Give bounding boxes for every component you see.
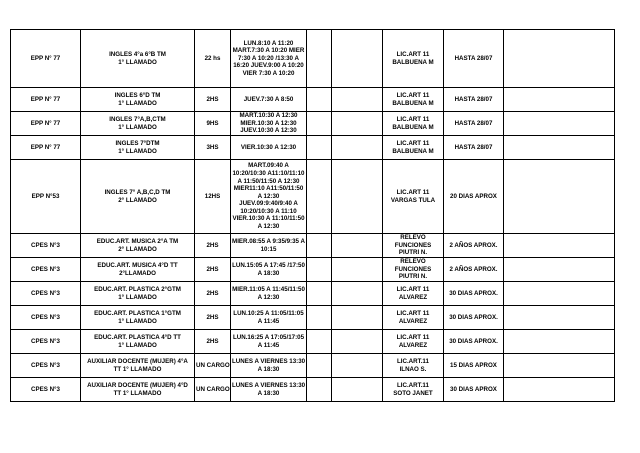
until-cell: HASTA 28/07 xyxy=(444,112,504,136)
subject-line: EDUC.ART. PLASTICA 4°D TT xyxy=(94,333,181,341)
subject-cell xyxy=(81,30,195,88)
until-cell: 30 DIAS APROX. xyxy=(444,306,504,330)
empty-cell xyxy=(504,88,615,112)
reason-cell xyxy=(383,30,444,88)
empty-cell xyxy=(504,306,615,330)
table-row xyxy=(11,136,615,160)
schedule-line: LUNES A VIERNES 13:30 xyxy=(232,381,306,389)
reason-line: ALVAREZ xyxy=(398,293,428,301)
reason-line: LIC.ART 11 xyxy=(396,50,430,58)
subject-line: TT 1° LLAMADO xyxy=(113,389,162,397)
subject-cell xyxy=(81,306,195,330)
empty-cell xyxy=(332,378,383,402)
reason-line: LIC.ART.11 xyxy=(397,381,429,389)
empty-cell xyxy=(332,258,383,282)
schedule-line: MIER.08:55 A 9:35/9:35 A xyxy=(232,237,305,245)
schedule-cell xyxy=(231,306,307,330)
reason-line: BALBUENA M xyxy=(392,99,434,107)
schedule-cell xyxy=(231,88,307,112)
subject-line: INGLES 7° A,B,C,D TM xyxy=(104,188,171,196)
subject-cell xyxy=(81,88,195,112)
empty-cell xyxy=(332,88,383,112)
until-cell: 2 AÑOS APROX. xyxy=(444,234,504,258)
reason-cell xyxy=(383,234,444,258)
schedule-line: VIER 7:30 A 10:20 xyxy=(242,69,295,77)
school-cell: EPP N° 77 xyxy=(11,136,81,160)
reason-line: LIC.ART 11 xyxy=(396,333,430,341)
until-cell: HASTA 28/07 xyxy=(444,30,504,88)
table-row xyxy=(11,354,615,378)
hours-cell: 2HS xyxy=(195,282,231,306)
subject-line: INGLES 6°D TM xyxy=(114,91,161,99)
table-row xyxy=(11,258,615,282)
subject-line: 2°LLAMADO xyxy=(119,269,156,277)
reason-line: BALBUENA M xyxy=(392,147,434,155)
reason-line: ALVAREZ xyxy=(398,317,428,325)
hours-cell: 2HS xyxy=(195,88,231,112)
subject-cell xyxy=(81,330,195,354)
subject-cell xyxy=(81,160,195,234)
reason-cell xyxy=(383,354,444,378)
empty-cell xyxy=(307,88,332,112)
schedule-line: JUEV.10:30 A 12:30 xyxy=(240,127,297,135)
reason-cell xyxy=(383,88,444,112)
reason-line: LIC.ART 11 xyxy=(396,309,430,317)
school-cell: CPES N°3 xyxy=(11,330,81,354)
reason-line: PIUTRI N. xyxy=(398,273,428,281)
table-row xyxy=(11,378,615,402)
reason-cell xyxy=(383,306,444,330)
empty-cell xyxy=(504,282,615,306)
schedule-line: 10:20/10:30 A 11:10 xyxy=(240,207,297,215)
until-cell: 2 AÑOS APROX. xyxy=(444,258,504,282)
reason-line: LIC.ART 11 xyxy=(396,139,430,147)
empty-cell xyxy=(307,234,332,258)
until-cell: 30 DIAS APROX. xyxy=(444,330,504,354)
school-cell: CPES N°3 xyxy=(11,282,81,306)
schedule-line: MART.09:40 A xyxy=(248,162,289,170)
school-cell: EPP N° 77 xyxy=(11,88,81,112)
school-cell: CPES N°3 xyxy=(11,258,81,282)
reason-line: BALBUENA M xyxy=(392,123,434,131)
table-body xyxy=(11,30,615,402)
reason-cell xyxy=(383,160,444,234)
hours-cell: 2HS xyxy=(195,330,231,354)
subject-line: AUXILIAR DOCENTE (MUJER) 4°A xyxy=(87,357,188,365)
hours-cell: 2HS xyxy=(195,234,231,258)
empty-cell xyxy=(307,378,332,402)
table-row xyxy=(11,234,615,258)
table-row xyxy=(11,282,615,306)
schedule-line: MIER11:10 A11:50/11:50 xyxy=(233,185,304,193)
schedule-cell xyxy=(231,378,307,402)
subject-line: EDUC.ART. MUSICA 2°A TM xyxy=(96,237,179,245)
school-cell: EPP N° 77 xyxy=(11,112,81,136)
schedule-line: 10:20/10:30 A11:10/11:10 xyxy=(232,169,305,177)
schedule-line: JUEV.09:9:40/9:40 A xyxy=(239,200,298,208)
empty-cell xyxy=(332,354,383,378)
empty-cell xyxy=(332,160,383,234)
subject-line: AUXILIAR DOCENTE (MUJER) 4°D xyxy=(87,381,188,389)
schedule-cell xyxy=(231,30,307,88)
schedule-line: 10:15 xyxy=(260,245,277,253)
schedule-cell xyxy=(231,282,307,306)
empty-cell xyxy=(332,282,383,306)
schedule-line: A 12:30 xyxy=(257,293,280,301)
empty-cell xyxy=(307,30,332,88)
reason-line: FUNCIONES xyxy=(394,241,432,249)
schedule-line: LUN.16:25 A 17:05/17:05 xyxy=(232,333,305,341)
empty-cell xyxy=(332,112,383,136)
until-cell: 30 DIAS APROX xyxy=(444,378,504,402)
subject-cell xyxy=(81,258,195,282)
empty-cell xyxy=(504,234,615,258)
subject-line: INGLES 7°A,B,CTM xyxy=(109,115,166,123)
subject-cell xyxy=(81,282,195,306)
empty-cell xyxy=(504,330,615,354)
schedule-line: A 18:30 xyxy=(257,269,280,277)
reason-line: LIC.ART 11 xyxy=(396,115,430,123)
hours-cell: 3HS xyxy=(195,136,231,160)
empty-cell xyxy=(307,354,332,378)
hours-cell: 9HS xyxy=(195,112,231,136)
table-row xyxy=(11,160,615,234)
reason-line: LIC.ART.11 xyxy=(397,357,429,365)
schedule-line: LUN.10:25 A 11:05/11:05 xyxy=(233,309,304,317)
empty-cell xyxy=(332,330,383,354)
table-row xyxy=(11,306,615,330)
schedule-line: A 12:30 xyxy=(257,223,280,231)
schedule-cell xyxy=(231,354,307,378)
until-cell: 20 DIAS APROX xyxy=(444,160,504,234)
empty-cell xyxy=(504,258,615,282)
reason-line: LIC.ART 11 xyxy=(396,91,430,99)
subject-line: 1° LLAMADO xyxy=(118,99,157,107)
reason-line: LIC.ART 11 xyxy=(396,188,430,196)
schedule-line: MART.7:30 A 10:20 MIER xyxy=(232,47,305,55)
subject-cell xyxy=(81,112,195,136)
empty-cell xyxy=(504,160,615,234)
schedule-line: LUNES A VIERNES 13:30 xyxy=(232,357,306,365)
schedule-line: MIER.11:05 A 11:45/11:50 xyxy=(232,285,305,293)
schedule-cell xyxy=(231,160,307,234)
schedule-line: VIER.10:30 A 12:30 xyxy=(240,143,297,151)
schedule-cell xyxy=(231,136,307,160)
schedule-line: VIER.10:30 A 11:10/11:50 xyxy=(232,215,305,223)
schedule-cell xyxy=(231,112,307,136)
school-cell: EPP N° 77 xyxy=(11,30,81,88)
subject-line: 1° LLAMADO xyxy=(118,341,157,349)
reason-cell xyxy=(383,136,444,160)
subject-line: INGLES 7°DTM xyxy=(115,139,160,147)
school-cell: CPES N°3 xyxy=(11,234,81,258)
school-cell: CPES N°3 xyxy=(11,354,81,378)
schedule-line: LUN.15:05 A 17:45 /17:50 xyxy=(232,261,305,269)
reason-line: PIUTRI N. xyxy=(398,249,428,257)
empty-cell xyxy=(504,112,615,136)
reason-line: BALBUENA M xyxy=(392,58,434,66)
schedule-line: MIER.10:30 A 12:30 xyxy=(240,119,297,127)
empty-cell xyxy=(332,234,383,258)
empty-cell xyxy=(332,306,383,330)
empty-cell xyxy=(307,136,332,160)
school-cell: CPES N°3 xyxy=(11,306,81,330)
empty-cell xyxy=(307,258,332,282)
hours-cell: 2HS xyxy=(195,306,231,330)
subject-cell xyxy=(81,234,195,258)
empty-cell xyxy=(307,160,332,234)
table-row xyxy=(11,88,615,112)
schedule-line: A 11:45 xyxy=(257,317,280,325)
vacancy-table xyxy=(10,29,615,402)
reason-cell xyxy=(383,330,444,354)
reason-cell xyxy=(383,258,444,282)
schedule-line: A 11:50/11:50 A 12:30 xyxy=(237,177,300,185)
empty-cell xyxy=(332,136,383,160)
hours-cell: 12HS xyxy=(195,160,231,234)
until-cell: HASTA 28/07 xyxy=(444,136,504,160)
subject-cell xyxy=(81,136,195,160)
schedule-line: LUN.8:10 A 11:20 xyxy=(243,39,294,47)
schedule-cell xyxy=(231,258,307,282)
subject-line: 1° LLAMADO xyxy=(118,317,157,325)
subject-line: 1° LLAMADO xyxy=(118,123,157,131)
empty-cell xyxy=(307,282,332,306)
schedule-line: 16:20 JUEV.9:00 A 10:20 xyxy=(233,62,304,70)
table-row xyxy=(11,112,615,136)
reason-line: RELEVO xyxy=(400,258,426,266)
schedule-cell xyxy=(231,330,307,354)
reason-line: ILNAO S. xyxy=(399,365,427,373)
empty-cell xyxy=(504,378,615,402)
schedule-line: MART.10:30 A 12:30 xyxy=(239,112,298,120)
reason-cell xyxy=(383,282,444,306)
reason-line: RELEVO xyxy=(400,234,426,242)
reason-line: VARGAS TULA xyxy=(390,196,436,204)
empty-cell xyxy=(504,136,615,160)
hours-cell: 2HS xyxy=(195,258,231,282)
schedule-line: A 12:30 xyxy=(257,192,280,200)
subject-line: EDUC.ART. PLASTICA 2°GTM xyxy=(94,285,181,293)
empty-cell xyxy=(332,30,383,88)
hours-cell: UN CARGO xyxy=(195,354,231,378)
subject-line: INGLES 4°a 6°B TM xyxy=(109,50,166,58)
subject-line: 2° LLAMADO xyxy=(118,196,157,204)
empty-cell xyxy=(504,30,615,88)
schedule-line: JUEV.7:30 A 8:50 xyxy=(243,95,294,103)
schedule-line: A 18:30 xyxy=(257,389,280,397)
subject-line: EDUC.ART. MUSICA 4°D TT xyxy=(97,261,178,269)
schedule-cell xyxy=(231,234,307,258)
schedule-line: A 18:30 xyxy=(257,365,280,373)
subject-line: 1° LLAMADO xyxy=(118,58,157,66)
empty-cell xyxy=(307,306,332,330)
subject-line: EDUC.ART. PLASTICA 1°GTM xyxy=(94,309,181,317)
empty-cell xyxy=(504,354,615,378)
subject-line: 1° LLAMADO xyxy=(118,293,157,301)
table-row xyxy=(11,330,615,354)
table-row xyxy=(11,30,615,88)
reason-cell xyxy=(383,112,444,136)
until-cell: 15 DIAS APROX xyxy=(444,354,504,378)
reason-line: ALVAREZ xyxy=(398,341,428,349)
reason-line: FUNCIONES xyxy=(394,265,432,273)
hours-cell: 22 hs xyxy=(195,30,231,88)
subject-line: 1° LLAMADO xyxy=(118,147,157,155)
reason-cell xyxy=(383,378,444,402)
subject-line: TT 1° LLAMADO xyxy=(113,365,162,373)
reason-line: LIC.ART 11 xyxy=(396,285,430,293)
schedule-line: A 11:45 xyxy=(257,341,280,349)
schedule-line: 7:30 A 10:20 /13:30 A xyxy=(238,54,299,62)
empty-cell xyxy=(307,330,332,354)
until-cell: 30 DIAS APROX. xyxy=(444,282,504,306)
reason-line: SOTO JANET xyxy=(393,389,433,397)
hours-cell: UN CARGO xyxy=(195,378,231,402)
until-cell: HASTA 28/07 xyxy=(444,88,504,112)
subject-cell xyxy=(81,378,195,402)
subject-cell xyxy=(81,354,195,378)
subject-line: 2° LLAMADO xyxy=(118,245,157,253)
empty-cell xyxy=(307,112,332,136)
school-cell: CPES N°3 xyxy=(11,378,81,402)
school-cell: EPP N°53 xyxy=(11,160,81,234)
